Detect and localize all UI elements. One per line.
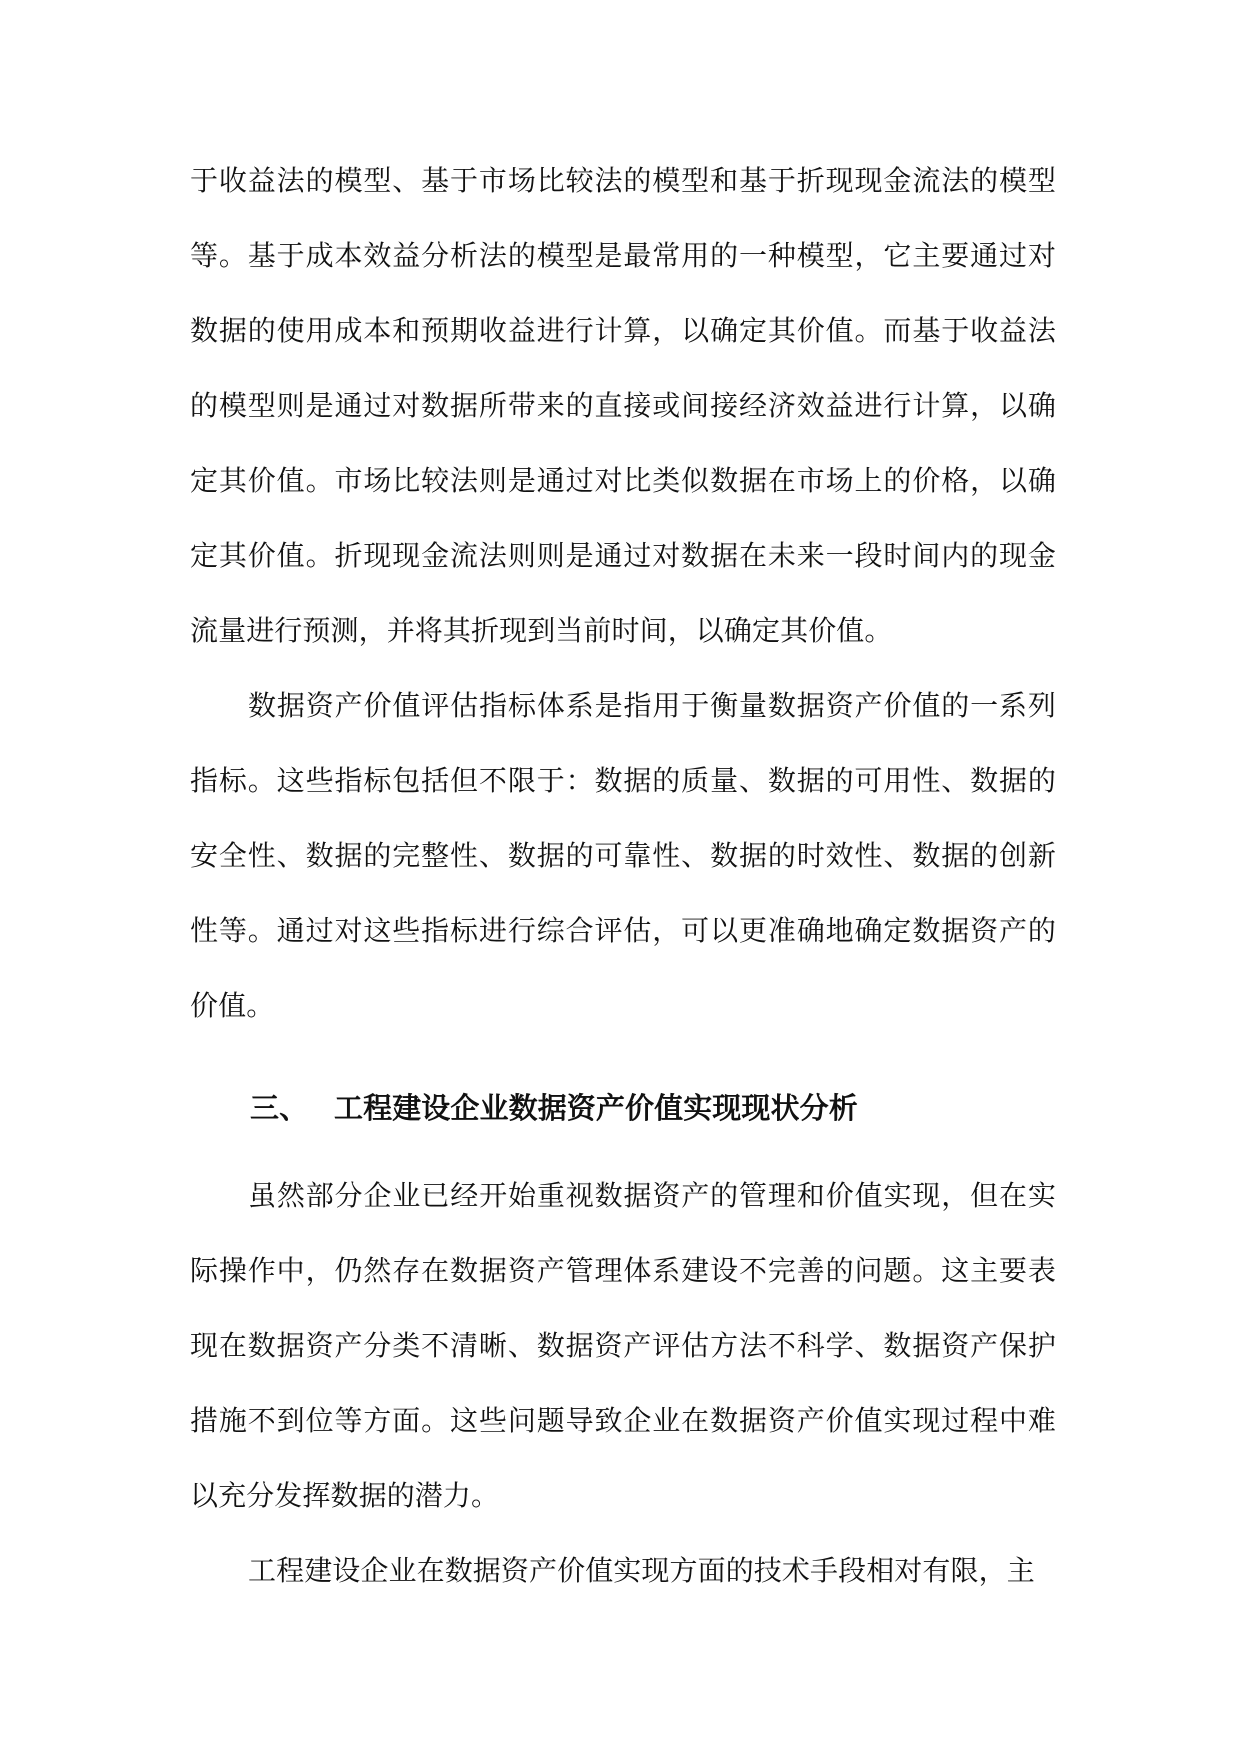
paragraph-management-issues: 虽然部分企业已经开始重视数据资产的管理和价值实现，但在实际操作中，仍然存在数据资产管理体系建设不完善的问题。这主要表现在数据资产分类不清晰、数据资产评估方法不科学、数据资产保护措施不到位等方面。这些问题导致企业在数据资产价值实现过程中难以充分发挥数据的潜力。	[190, 1179, 1056, 1512]
section-heading	[190, 1071, 1056, 1146]
section-heading-number: 三、	[250, 1091, 309, 1125]
paragraph-valuation-models: 于收益法的模型、基于市场比较法的模型和基于折现现金流法的模型等。基于成本效益分析法的模型是最常用的一种模型，它主要通过对数据的使用成本和预期收益进行计算，以确定其价值。而基于收益法的模型则是通过对数据所带来的直接或间接经济效益进行计算，以确定其价值。市场比较法则是通过对比类似数据在市场上的价格，以确定其价值。折现现金流法则则是通过对数据在未来一段时间内的现金流量进行预测，并将其折现到当前时间，以确定其价值。	[190, 164, 1056, 647]
document-body	[190, 143, 1056, 1608]
section-heading-title: 工程建设企业数据资产价值实现现状分析	[334, 1091, 858, 1125]
paragraph-technical-means: 工程建设企业在数据资产价值实现方面的技术手段相对有限，主	[248, 1554, 1035, 1587]
paragraph-evaluation-indicators: 数据资产价值评估指标体系是指用于衡量数据资产价值的一系列指标。这些指标包括但不限于：数据的质量、数据的可用性、数据的安全性、数据的完整性、数据的可靠性、数据的时效性、数据的创新性等。通过对这些指标进行综合评估，可以更准确地确定数据资产的价值。	[190, 689, 1056, 1022]
